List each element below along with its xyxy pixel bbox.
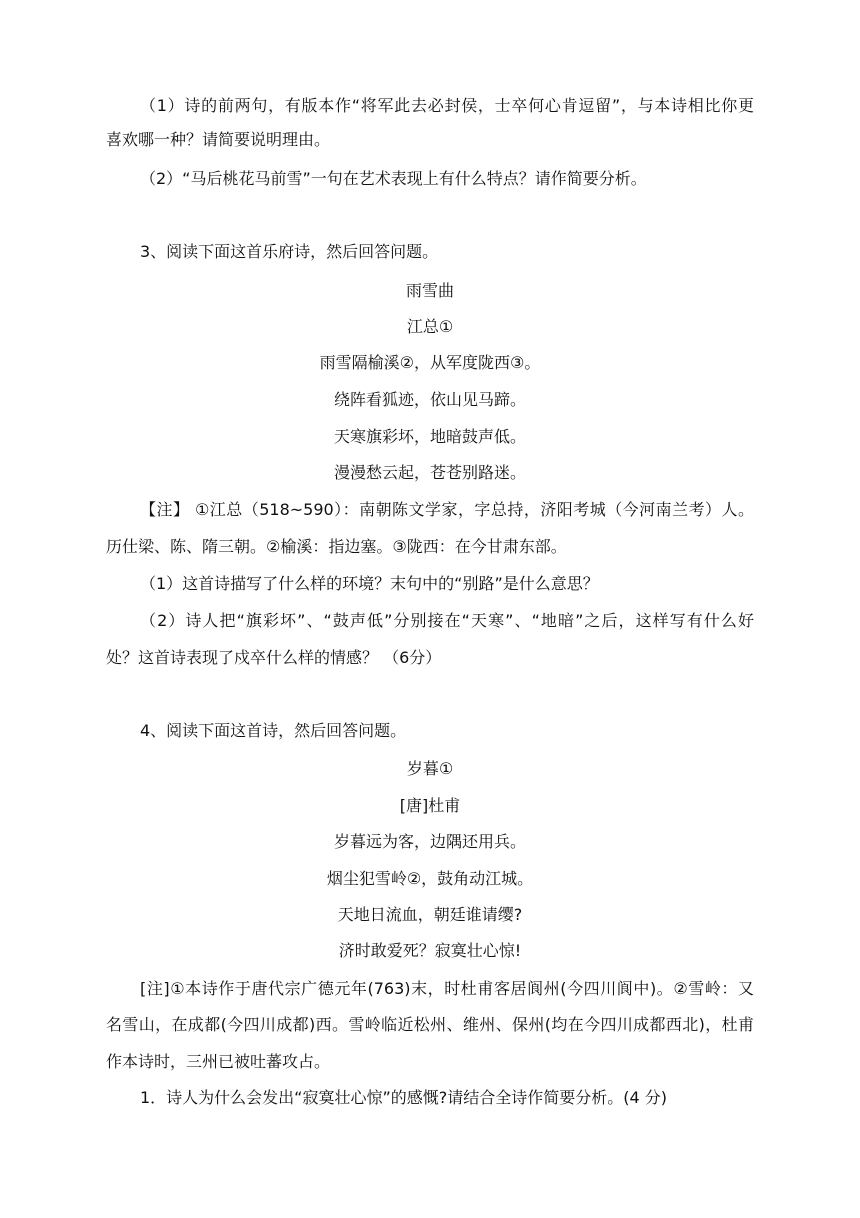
question-3-1: （1）这首诗描写了什么样的环境？末句中的“别路”是什么意思？ xyxy=(140,574,599,593)
question-3-2-line-2: 处？这首诗表现了戍卒什么样的情感？ （6分） xyxy=(106,648,442,667)
poem-4-line-2: 烟尘犯雪岭②，鼓角动江城。 xyxy=(326,869,534,888)
question-2-1-line-2: 喜欢哪一种？请简要说明理由。 xyxy=(106,130,331,149)
poem-4-title: 岁暮① xyxy=(406,759,454,778)
poem-4-line-1: 岁暮远为客，边隅还用兵。 xyxy=(333,832,526,851)
poem-4-line-3: 天地日流血，朝廷谁请缨? xyxy=(337,905,523,924)
poem-3-author: 江总① xyxy=(406,317,454,336)
poem-3-note-line-1: 【注】 ①江总（518~590）：南朝陈文学家，字总持，济阳考城（今河南兰考）人。 xyxy=(140,500,754,519)
section-3-intro: 3、阅读下面这首乐府诗，然后回答问题。 xyxy=(140,242,439,261)
poem-3-line-4: 漫漫愁云起，苍苍别路迷。 xyxy=(333,463,526,482)
question-2-1-line-1: （1）诗的前两句，有版本作“将军此去必封侯，士卒何心肯逗留”，与本诗相比你更 xyxy=(140,96,754,115)
poem-3-line-1: 雨雪隔榆溪②，从军度陇西③。 xyxy=(319,353,541,372)
question-4-1: 1．诗人为什么会发出“寂寞壮心惊”的感慨?请结合全诗作简要分析。(4 分) xyxy=(140,1088,668,1107)
section-4-intro: 4、阅读下面这首诗，然后回答问题。 xyxy=(140,721,407,740)
poem-3-title: 雨雪曲 xyxy=(405,281,454,300)
poem-3-line-3: 天寒旗彩坏，地暗鼓声低。 xyxy=(333,427,526,446)
question-2-2: （2）“马后桃花马前雪”一句在艺术表现上有什么特点？请作简要分析。 xyxy=(140,169,647,188)
question-3-2-line-1: （2）诗人把“旗彩坏”、“鼓声低”分别接在“天寒”、“地暗”之后，这样写有什么好 xyxy=(140,611,754,630)
poem-3-note-line-2: 历仕梁、陈、隋三朝。②榆溪：指边塞。③陇西：在今甘肃东部。 xyxy=(106,537,567,556)
poem-3-line-2: 绕阵看狐迹，依山见马蹄。 xyxy=(333,390,526,409)
poem-4-note-line-2: 名雪山，在成都(今四川成都)西。雪岭临近松州、维州、保州(均在今四川成都西北)，杜甫 xyxy=(106,1015,754,1034)
poem-4-line-4: 济时敢爱死？寂寞壮心惊! xyxy=(338,941,522,960)
poem-4-note-line-3: 作本诗时，三州已被吐蕃攻占。 xyxy=(106,1052,331,1071)
poem-4-note-line-1: [注]①本诗作于唐代宗广德元年(763)末，时杜甫客居阆州(今四川阆中)。②雪岭：又 xyxy=(140,979,754,998)
poem-4-author: [唐]杜甫 xyxy=(399,796,461,815)
